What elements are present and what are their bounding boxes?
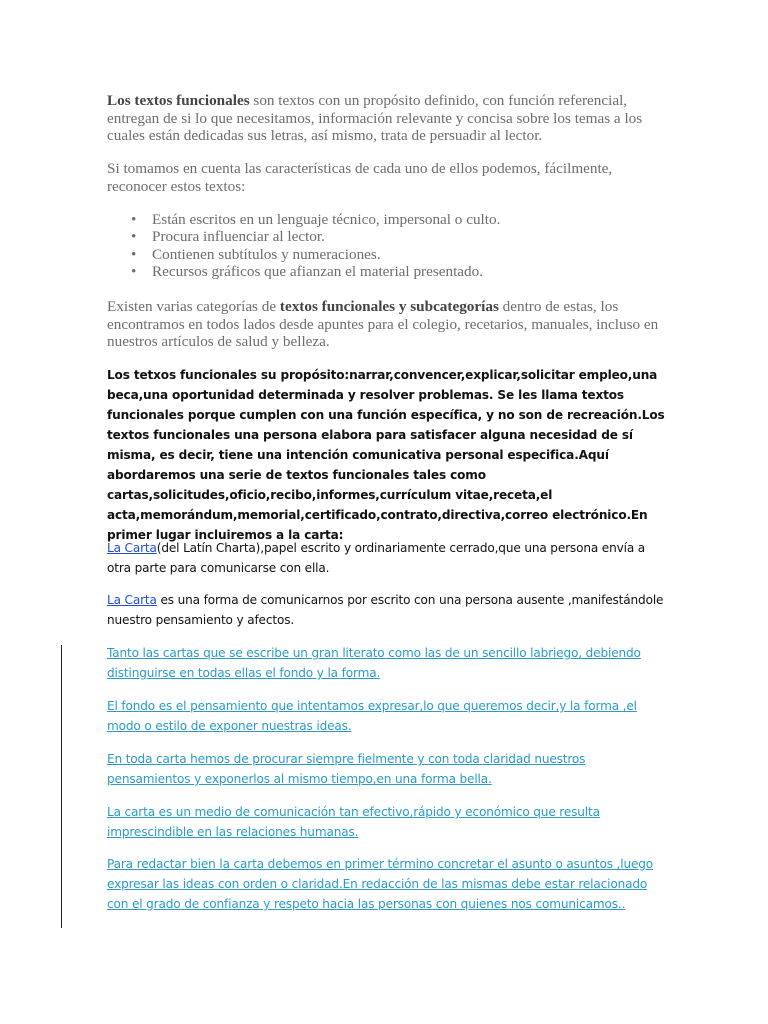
quote-link-4[interactable]: La carta es un medio de comunicación tan efectivo,rápido y económico que resulta imprescindible en las relaciones humanas. [107, 805, 600, 839]
categories-bold: textos funcionales y subcategorías [279, 298, 499, 315]
carta-description-paragraph [107, 590, 667, 630]
categories-text-before: Existen varias categorías de [107, 298, 280, 315]
intro-paragraph [107, 92, 667, 145]
list-item [107, 246, 667, 263]
quote-link-2[interactable]: El fondo es el pensamiento que intentamos expresar,lo que queremos decir,y la forma ,el modo o estilo de exponer nuestras ideas. [107, 699, 637, 733]
intro-term: Los textos funcionales [107, 92, 250, 109]
carta-definition-paragraph [107, 538, 667, 578]
quote-link-1[interactable]: Tanto las cartas que se escribe un gran literato como las de un sencillo labriego, debiendo distinguirse en todas ellas el fondo y la forma. [107, 646, 641, 680]
quote-link-3[interactable]: En toda carta hemos de procurar siempre fielmente y con toda claridad nuestros pensamientos y exponerlos al mismo tiempo,en una forma bella. [107, 752, 586, 786]
list-item-text: Están escritos en un lenguaje técnico, impersonal o culto. [152, 211, 501, 228]
quote-link-5[interactable]: Para redactar bien la carta debemos en primer término concretar el asunto o asuntos ,luego expresar las ideas con orden o claridad.En redacción de las mismas debe estar relacionado con el grado de confianza y respeto hacia las personas con quienes nos comunicamos.. [107, 857, 654, 911]
list-item [107, 211, 667, 228]
functional-texts-paragraph: Los tetxos funcionales su propósito:narrar,convencer,explicar,solicitar empleo,una beca,una oportunidad determinada y resolver problemas. Se les llama textos funcionales porque cumplen con una función específica, y no son de recreación.Los textos funcionales una persona elabora para satisfacer alguna necesidad de sí misma, es decir, tiene una intención comunicativa personal especifica.Aquí abordaremos una serie de textos funcionales tales como cartas,solicitudes,oficio,recibo,informes,currículum vitae,receta,el acta,memorándum,memorial,certificado,contrato,directiva,correo electrónico.En primer lugar incluiremos a la carta: [107, 368, 665, 542]
bullet-icon: • [131, 211, 137, 228]
carta-description-text: es una forma de comunicarnos por escrito con una persona ausente ,manifestándole nuestro pensamiento y afectos. [107, 593, 664, 627]
list-item [107, 263, 667, 280]
bullet-icon: • [131, 262, 137, 280]
categories-paragraph [107, 298, 667, 351]
characteristics-paragraph: Si tomamos en cuenta las características de cada uno de ellos podemos, fácilmente, reconocer estos textos: [107, 160, 613, 195]
list-item-text: Procura influenciar al lector. [152, 228, 325, 246]
categories-text-after: dentro de estas, los encontramos en todos lados desde apuntes para el colegio, recetarios, manuales, incluso en nuestros artículos de salud y belleza. [107, 298, 659, 350]
la-carta-link[interactable]: La Carta [107, 541, 157, 555]
bullet-icon: • [131, 228, 137, 246]
characteristics-list [107, 211, 667, 280]
margin-rule [61, 645, 62, 928]
list-item-text: Recursos gráficos que afianzan el material presentado. [152, 262, 484, 280]
list-item [107, 228, 667, 245]
intro-text: son textos con un propósito definido, con función referencial, entregan de si lo que necesitamos, información relevante y concisa sobre los temas a los cuales están dedicadas sus letras, así mismo, trata de persuadir al lector. [107, 92, 643, 144]
carta-definition-text: (del Latín Charta),papel escrito y ordinariamente cerrado,que una persona envía a otra parte para comunicarse con ella. [107, 541, 646, 575]
bullet-icon: • [131, 245, 137, 263]
la-carta-link[interactable]: La Carta [107, 593, 157, 607]
list-item-text: Contienen subtítulos y numeraciones. [152, 245, 381, 263]
